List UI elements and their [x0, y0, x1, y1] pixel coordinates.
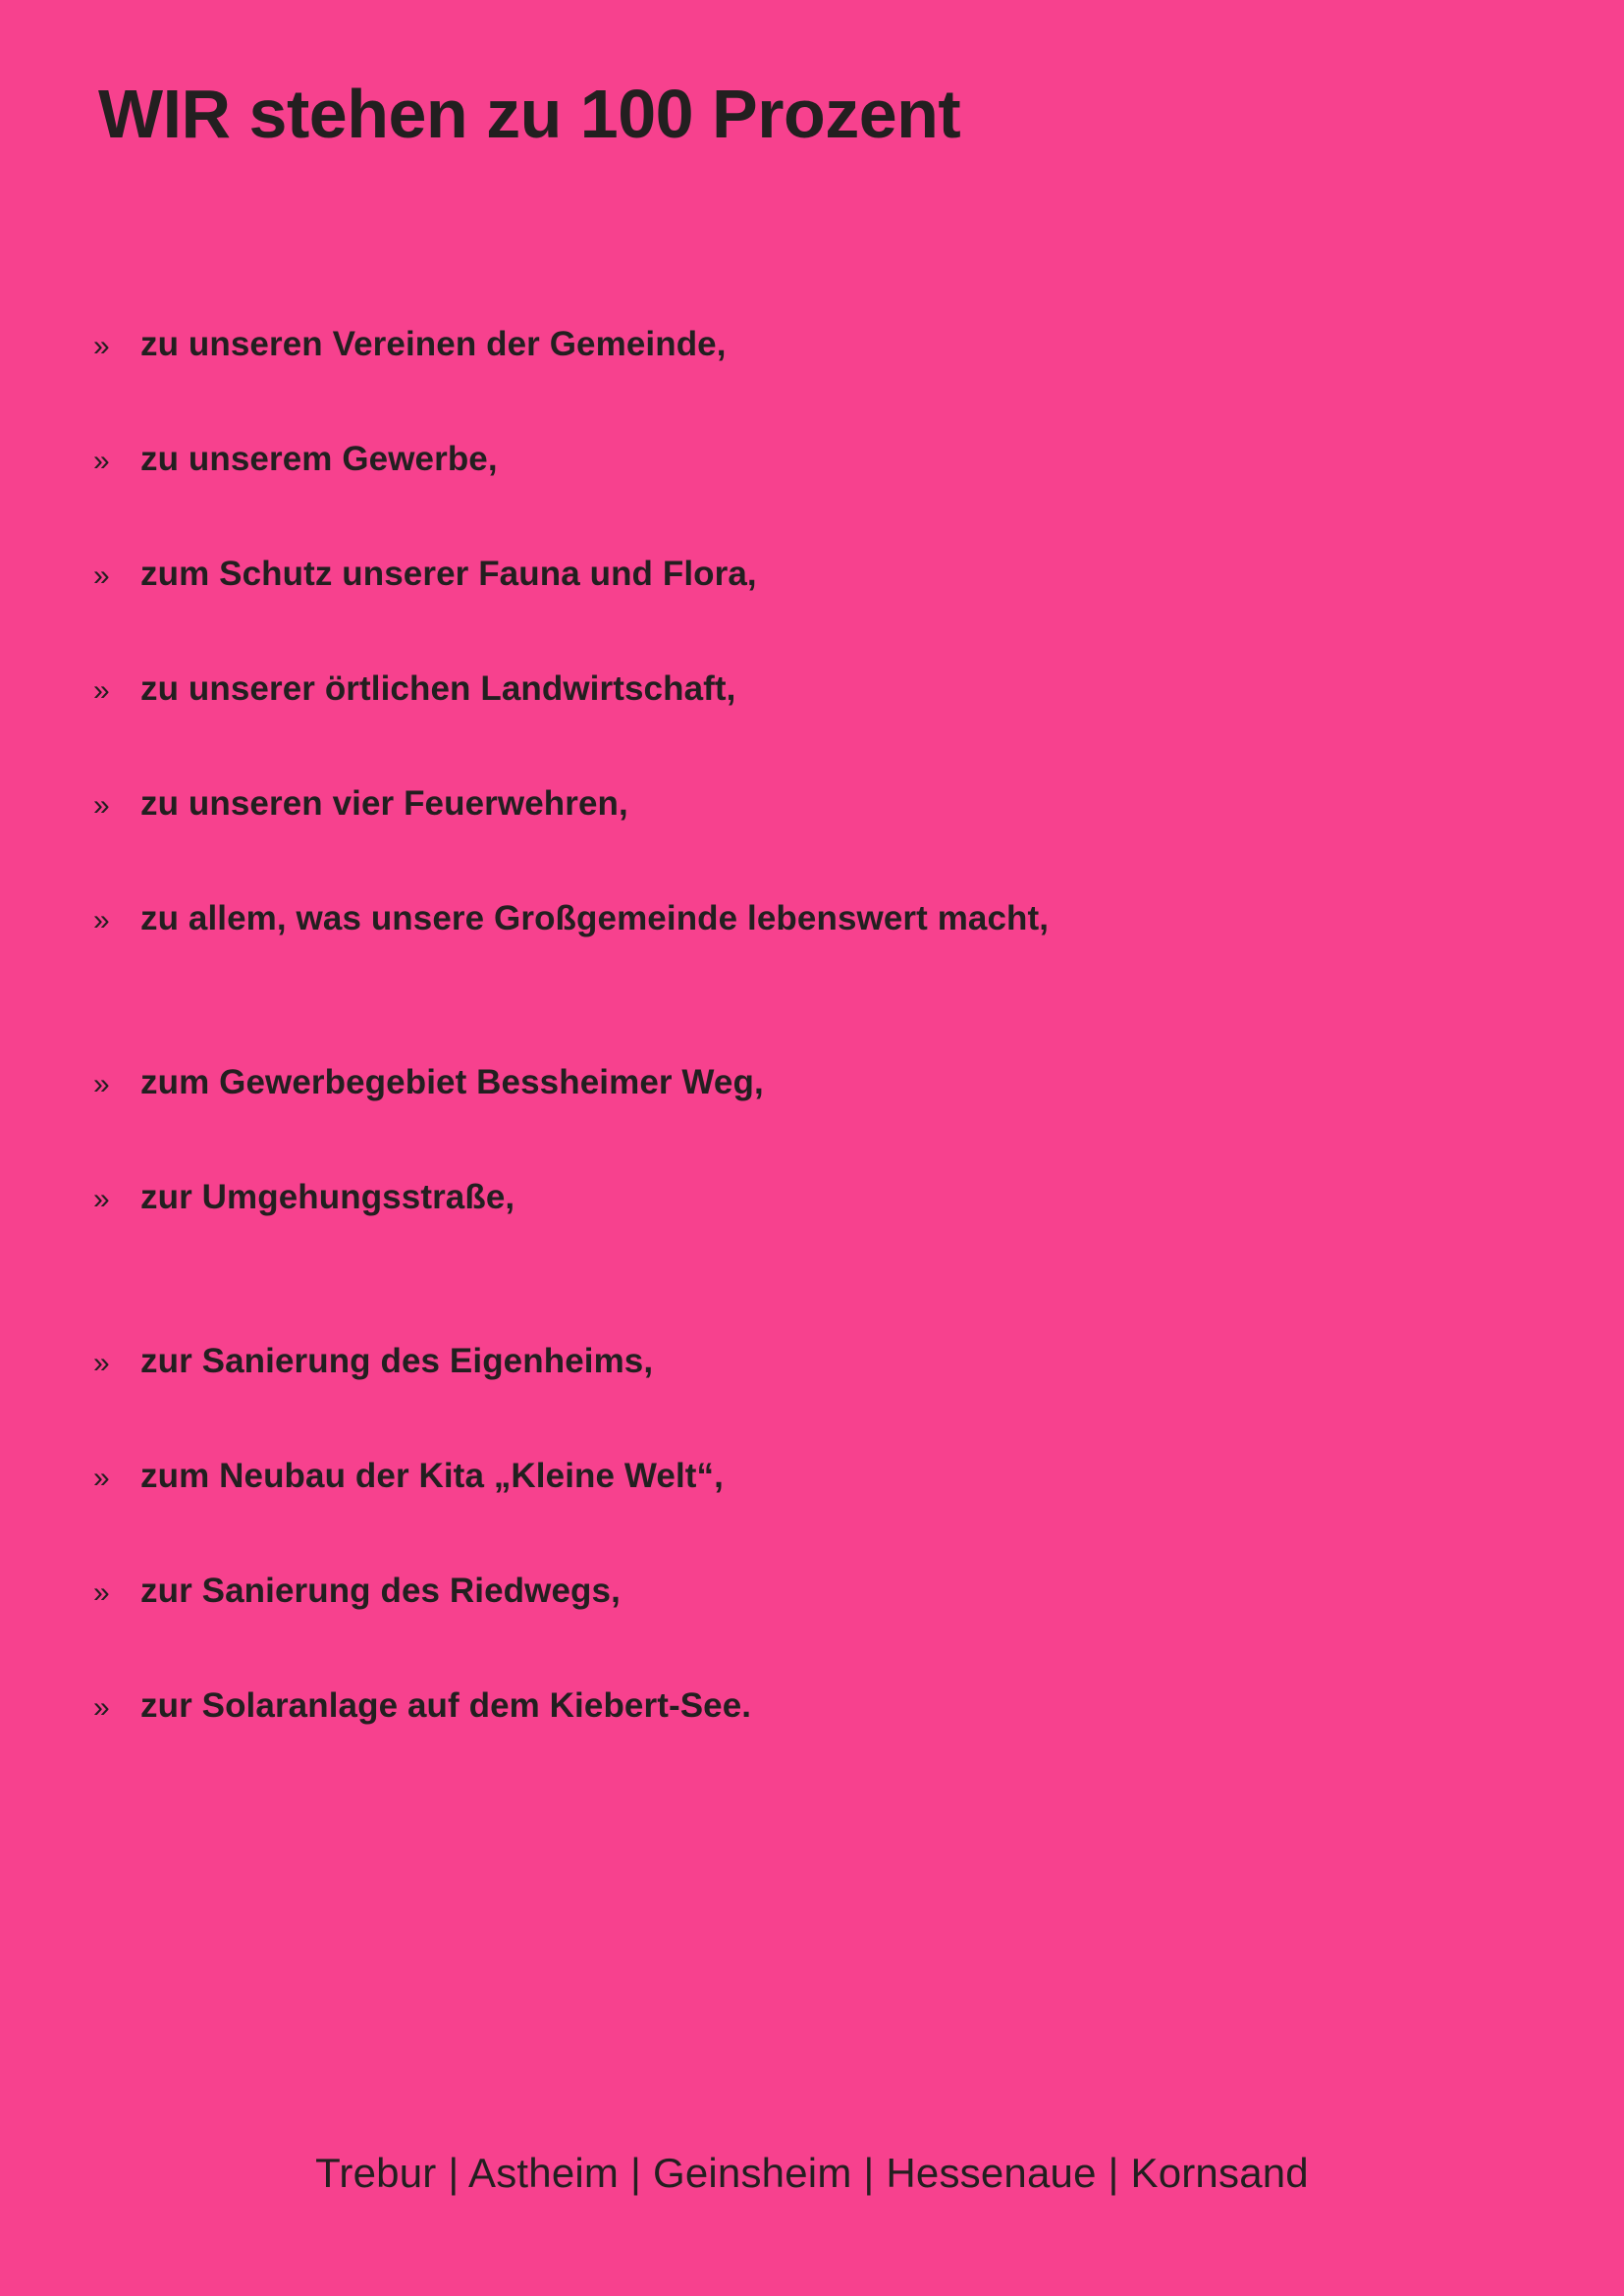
list-item: [93, 1341, 1488, 1456]
list-item: [93, 898, 1488, 1013]
list-item-label: zu allem, was unsere Großgemeinde lebenswert macht,: [140, 899, 1050, 937]
list-item: [93, 668, 1488, 783]
chevron-double-right-icon: »: [93, 1576, 110, 1609]
chevron-double-right-icon: »: [93, 445, 110, 477]
chevron-double-right-icon: »: [93, 330, 110, 362]
list-item-label: zur Solaranlage auf dem Kiebert-See.: [140, 1686, 752, 1725]
list-item-label: zum Gewerbegebiet Bessheimer Weg,: [140, 1063, 764, 1101]
list-item: [93, 324, 1488, 439]
chevron-double-right-icon: »: [93, 1068, 110, 1100]
list-item-label: zum Schutz unserer Fauna und Flora,: [140, 555, 757, 593]
list-item-label: zu unserer örtlichen Landwirtschaft,: [140, 669, 736, 708]
list-item: [93, 439, 1488, 554]
page-title: WIR stehen zu 100 Prozent: [98, 76, 961, 152]
list-item: [93, 1062, 1488, 1177]
chevron-double-right-icon: »: [93, 789, 110, 822]
list-item-label: zu unseren vier Feuerwehren,: [140, 784, 628, 823]
chevron-double-right-icon: »: [93, 904, 110, 936]
list-item-label: zur Sanierung des Riedwegs,: [140, 1572, 621, 1610]
list-item: [93, 1456, 1488, 1571]
chevron-double-right-icon: »: [93, 1183, 110, 1215]
chevron-double-right-icon: »: [93, 560, 110, 592]
list-item: [93, 1177, 1488, 1292]
chevron-double-right-icon: »: [93, 1691, 110, 1724]
list-item-label: zur Sanierung des Eigenheims,: [140, 1342, 654, 1380]
chevron-double-right-icon: »: [93, 674, 110, 707]
list-item-label: zu unseren Vereinen der Gemeinde,: [140, 325, 727, 363]
list-item-label: zum Neubau der Kita „Kleine Welt“,: [140, 1457, 724, 1495]
list-item: [93, 783, 1488, 898]
list-item: [93, 1571, 1488, 1685]
list-item-label: zur Umgehungsstraße,: [140, 1178, 515, 1216]
statement-list: [93, 324, 1488, 1800]
chevron-double-right-icon: »: [93, 1462, 110, 1494]
chevron-double-right-icon: »: [93, 1347, 110, 1379]
list-item: [93, 1685, 1488, 1800]
list-item-label: zu unserem Gewerbe,: [140, 440, 498, 478]
footer-localities: Trebur | Astheim | Geinsheim | Hessenaue | Kornsand: [315, 2150, 1309, 2196]
list-item: [93, 554, 1488, 668]
